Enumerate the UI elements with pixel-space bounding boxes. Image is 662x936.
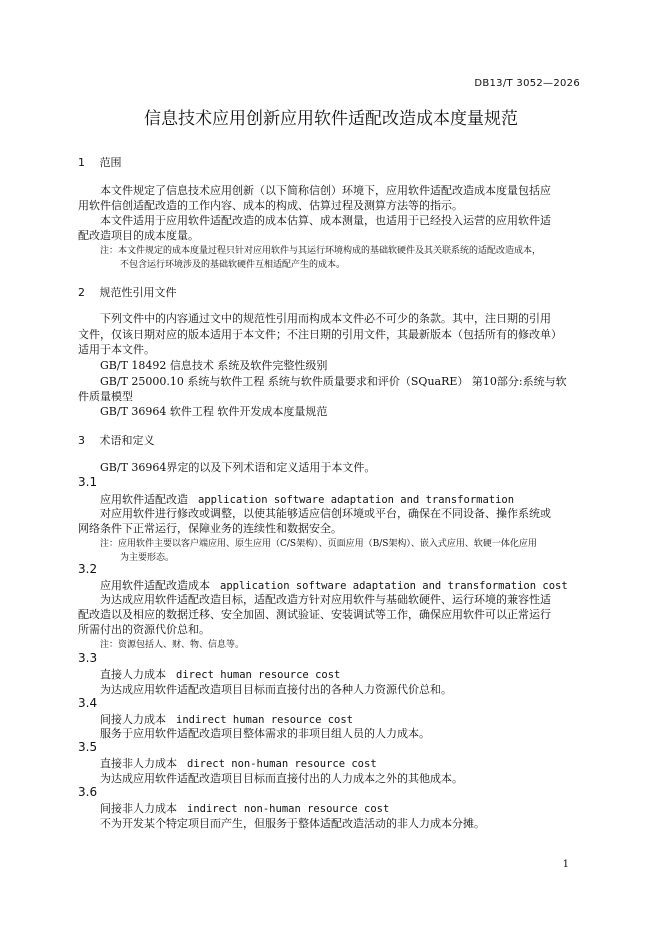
section-title: 术语和定义 <box>99 434 155 447</box>
references-paragraph-line-3: 适用于本文件。 <box>78 343 155 356</box>
term-name <box>100 755 377 771</box>
standard-code: DB13/T 3052—2026 <box>474 78 580 89</box>
term-name-en: direct non-human resource cost <box>187 758 377 770</box>
term-number: 3.2 <box>78 562 98 576</box>
term-number: 3.3 <box>78 651 98 665</box>
term-definition-line-3: 所需付出的资源代价总和。 <box>78 623 210 636</box>
term-number: 3.4 <box>78 696 98 710</box>
section-title: 范围 <box>99 156 122 169</box>
scope-paragraph-2-line-1: 本文件适用于应用软件适配改造的成本估算、成本测量，也适用于已经投入运营的应用软件适 <box>100 214 551 227</box>
term-note-line-1: 注：资源包括人、财、物、信息等。 <box>100 640 245 650</box>
term-definition-line-2: 网络条件下正常运行，保障业务的连续性和数据安全。 <box>78 522 342 535</box>
term-name <box>100 800 389 816</box>
term-number: 3.6 <box>78 785 98 799</box>
term-name-en: application software adaptation and transformation <box>198 494 515 506</box>
term-name-zh: 应用软件适配改造 <box>100 493 188 506</box>
section-heading-normative-references <box>78 284 177 300</box>
scope-note-line-2: 不包含运行环境涉及的基础软硬件互相适配产生的成本。 <box>120 260 346 270</box>
term-note-line-1: 注：应用软件主要以客户端应用、原生应用（C/S架构）、页面应用（B/S架构）、嵌入式应用、软硬一体化应用 <box>100 539 537 549</box>
term-name-en: indirect non-human resource cost <box>187 803 390 815</box>
term-number: 3.5 <box>78 740 98 754</box>
term-name-zh: 间接人力成本 <box>100 713 166 726</box>
term-definition-line-1: 为达成应用软件适配改造项目目标而直接付出的人力成本之外的其他成本。 <box>100 772 463 785</box>
term-name-zh: 直接人力成本 <box>100 668 166 681</box>
term-definition-line-1: 对应用软件进行修改或调整，以使其能够适应信创环境或平台，确保在不同设备、操作系统或 <box>100 507 551 520</box>
scope-note-line-1: 注：本文件规定的成本度量过程只针对应用软件与其运行环境构成的基础软硬件及其关联系统的适配改造成本， <box>100 246 542 256</box>
page-number: 1 <box>562 859 569 870</box>
reference-item-3: GB/T 36964 软件工程 软件开发成本度量规范 <box>100 405 328 418</box>
scope-paragraph-1-line-2: 用软件信创适配改造的工作内容、成本的构成、估算过程及测算方法等的指示。 <box>78 199 463 212</box>
reference-item-2-line-2: 件质量模型 <box>78 390 133 403</box>
term-definition-line-1: 服务于应用软件适配改造项目整体需求的非项目组人员的人力成本。 <box>100 727 430 740</box>
term-note-line-2: 为主要形态。 <box>120 553 175 563</box>
term-name-zh: 应用软件适配改造成本 <box>100 579 210 592</box>
references-paragraph-line-1: 下列文件中的内容通过文中的规范性引用而构成本文件必不可少的条款。其中，注日期的引用 <box>100 312 551 325</box>
term-definition-line-1: 为达成应用软件适配改造目标，适配改造方针对应用软件与基础软硬件、运行环境的兼容性适 <box>100 593 551 606</box>
term-name-en: indirect human resource cost <box>176 714 354 726</box>
scope-paragraph-2-line-2: 配改造项目的成本度量。 <box>78 229 199 242</box>
terms-intro: GB/T 36964界定的以及下列术语和定义适用于本文件。 <box>100 461 376 474</box>
section-heading-terms <box>78 432 155 448</box>
section-number: 2 <box>78 286 85 299</box>
section-number: 3 <box>78 434 85 447</box>
term-definition-line-1: 不为开发某个特定项目而产生，但服务于整体适配改造活动的非人力成本分摊。 <box>100 817 485 830</box>
term-definition-line-1: 为达成应用软件适配改造项目目标而直接付出的各种人力资源代价总和。 <box>100 683 452 696</box>
reference-item-2-line-1: GB/T 25000.10 系统与软件工程 系统与软件质量要求和评价（SQuaRE） 第10部分:系统与软 <box>100 375 567 388</box>
term-name-zh: 间接非人力成本 <box>100 802 177 815</box>
term-name-en: direct human resource cost <box>176 669 341 681</box>
term-number: 3.1 <box>78 475 98 489</box>
scope-paragraph-1-line-1: 本文件规定了信息技术应用创新（以下简称信创）环境下，应用软件适配改造成本度量包括应 <box>100 184 551 197</box>
term-name <box>100 666 340 682</box>
references-paragraph-line-2: 文件，仅该日期对应的版本适用于本文件；不注日期的引用文件，其最新版本（包括所有的修改单） <box>78 328 562 341</box>
section-number: 1 <box>78 156 85 169</box>
section-heading-scope <box>78 154 122 170</box>
reference-item-1: GB/T 18492 信息技术 系统及软件完整性级别 <box>100 359 328 372</box>
term-name-zh: 直接非人力成本 <box>100 757 177 770</box>
document-title: 信息技术应用创新应用软件适配改造成本度量规范 <box>144 109 518 129</box>
term-name-en: application software adaptation and transformation cost <box>220 580 568 592</box>
term-definition-line-2: 配改造以及相应的数据迁移、安全加固、测试验证、安装调试等工作，确保应用软件可以正常运行 <box>78 608 551 621</box>
section-title: 规范性引用文件 <box>99 286 177 299</box>
